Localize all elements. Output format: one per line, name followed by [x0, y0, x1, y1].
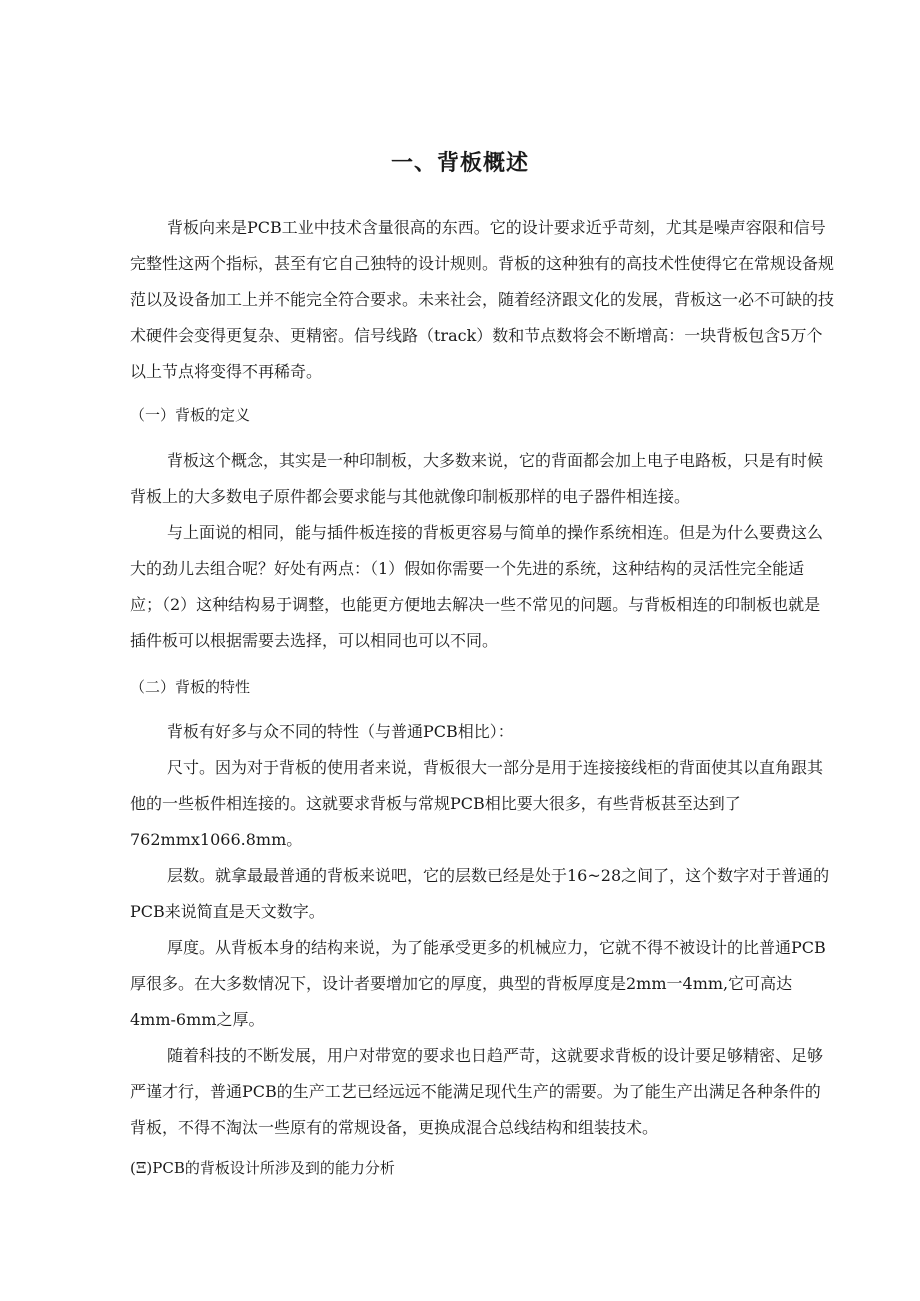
section-heading: （二）背板的特性: [130, 678, 251, 696]
section-capability: [130, 1150, 835, 1186]
section-definition: [130, 397, 835, 433]
intro-paragraph: 背板向来是PCB工业中技术含量很高的东西。它的设计要求近乎苛刻，尤其是噪声容限和信号完整性这两个指标，甚至有它自己独特的设计规则。背板的这种独有的高技术性使得它在常规设备规范以及设备加工上并不能完全符合要求。未来社会，随着经济跟文化的发展，背板这一必不可缺的技术硬件会变得更复杂、更精密。信号线路（track）数和节点数将会不断增高：一块背板包含5万个以上节点将变得不再稀奇。: [130, 218, 835, 381]
section-characteristics: [130, 669, 835, 705]
section-definition-body: [130, 443, 835, 659]
paragraph: 与上面说的相同，能与插件板连接的背板更容易与简单的操作系统相连。但是为什么要费这么大的劲儿去组合呢？好处有两点：（1）假如你需要一个先进的系统，这种结构的灵活性完全能适应；（2）这种结构易于调整，也能更方便地去解决一些不常见的问题。与背板相连的印制板也就是插件板可以根据需要去选择，可以相同也可以不同。: [130, 523, 824, 650]
paragraph: 尺寸。因为对于背板的使用者来说，背板很大一部分是用于连接接线柜的背面使其以直角跟其他的一些板件相连接的。这就要求背板与常规PCB相比要大很多，有些背板甚至达到了762mmx1066.8mm。: [130, 758, 824, 849]
section-heading: （一）背板的定义: [130, 406, 251, 424]
paragraph: 层数。就拿最最普通的背板来说吧，它的层数已经是处于16~28之间了，这个数字对于普通的PCB来说简直是天文数字。: [130, 866, 830, 921]
intro-section: [130, 210, 835, 390]
section-characteristics-body: [130, 714, 835, 1146]
paragraph: 背板有好多与众不同的特性（与普通PCB相比）：: [167, 722, 514, 741]
paragraph: 随着科技的不断发展，用户对带宽的要求也日趋严苛，这就要求背板的设计要足够精密、足够严谨才行，普通PCB的生产工艺已经远远不能满足现代生产的需要。为了能生产出满足各种条件的背板，不得不淘汰一些原有的常规设备，更换成混合总线结构和组装技术。: [130, 1046, 824, 1137]
page-title: 一、背板概述: [390, 151, 529, 176]
section-heading: (Ξ)PCB的背板设计所涉及到的能力分析: [130, 1159, 395, 1177]
paragraph: 厚度。从背板本身的结构来说，为了能承受更多的机械应力，它就不得不被设计的比普通PCB厚很多。在大多数情况下，设计者要增加它的厚度，典型的背板厚度是2mm一4mm,它可高达4mm-6mm之厚。: [130, 938, 826, 1029]
paragraph: 背板这个概念，其实是一种印制板，大多数来说，它的背面都会加上电子电路板，只是有时候背板上的大多数电子原件都会要求能与其他就像印制板那样的电子器件相连接。: [130, 451, 824, 506]
